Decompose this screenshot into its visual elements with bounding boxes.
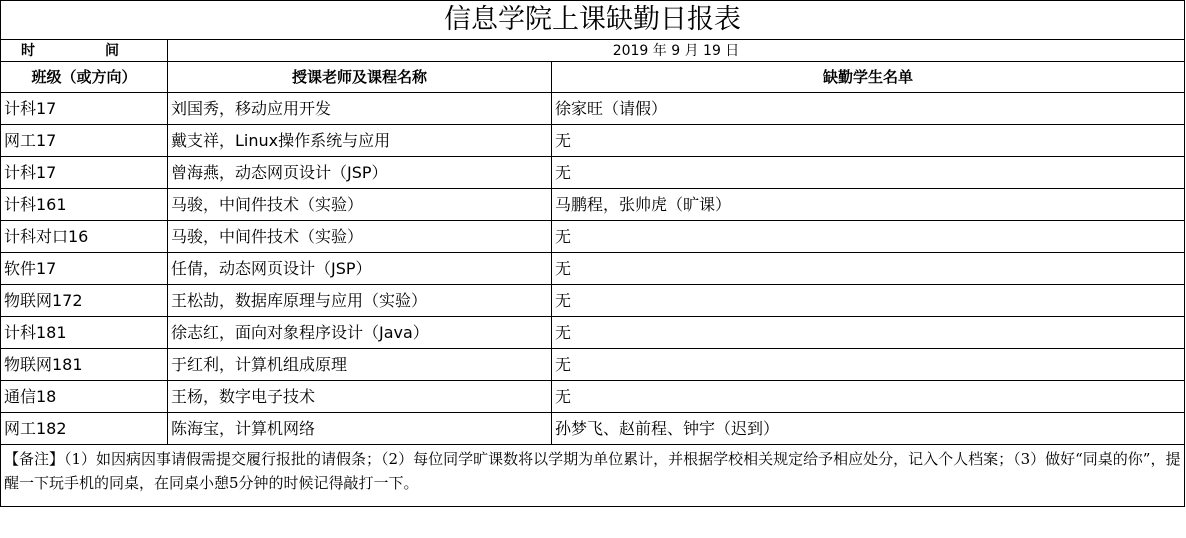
note-row [1,445,1185,507]
cell-teacher-course: 戴支祥，Linux操作系统与应用 [168,125,552,157]
table-row [1,189,1185,221]
cell-class: 网工17 [1,125,168,157]
cell-class: 计科17 [1,157,168,189]
table-row [1,317,1185,349]
cell-teacher-course: 马骏，中间件技术（实验） [168,221,552,253]
cell-class: 计科对口16 [1,221,168,253]
cell-class: 计科161 [1,189,168,221]
cell-class: 软件17 [1,253,168,285]
table-row [1,221,1185,253]
cell-absent: 无 [552,381,1185,413]
cell-absent: 无 [552,253,1185,285]
table-row [1,157,1185,189]
note-text: 【备注】（1）如因病因事请假需提交履行报批的请假条；（2）每位同学旷课数将以学期为单位累计，并根据学校相关规定给予相应处分，记入个人档案；（3）做好“同桌的你”，提醒一下玩手机的同桌，在同桌小憩5分钟的时候记得敲打一下。 [1,445,1185,507]
data-rows [1,93,1185,445]
cell-absent: 无 [552,157,1185,189]
cell-teacher-course: 陈海宝，计算机网络 [168,413,552,445]
header-row [1,62,1185,93]
cell-class: 通信18 [1,381,168,413]
cell-teacher-course: 刘国秀，移动应用开发 [168,93,552,125]
cell-absent: 无 [552,349,1185,381]
header-teacher-course: 授课老师及课程名称 [168,62,552,93]
cell-teacher-course: 王松劼，数据库原理与应用（实验） [168,285,552,317]
time-label: 时 间 [1,40,168,62]
cell-absent: 无 [552,221,1185,253]
cell-absent: 马鹏程，张帅虎（旷课） [552,189,1185,221]
cell-absent: 徐家旺（请假） [552,93,1185,125]
cell-class: 物联网181 [1,349,168,381]
cell-teacher-course: 任倩，动态网页设计（JSP） [168,253,552,285]
cell-teacher-course: 徐志红，面向对象程序设计（Java） [168,317,552,349]
table-row [1,413,1185,445]
cell-class: 物联网172 [1,285,168,317]
cell-absent: 孙梦飞、赵前程、钟宇（迟到） [552,413,1185,445]
table-row [1,253,1185,285]
title-row [1,1,1185,40]
table-row [1,93,1185,125]
table-row [1,349,1185,381]
cell-class: 网工182 [1,413,168,445]
table-row [1,285,1185,317]
cell-absent: 无 [552,285,1185,317]
header-absent: 缺勤学生名单 [552,62,1185,93]
report-title: 信息学院上课缺勤日报表 [1,1,1185,40]
table-row [1,381,1185,413]
cell-class: 计科181 [1,317,168,349]
cell-class: 计科17 [1,93,168,125]
report-date: 2019 年 9 月 19 日 [168,40,1185,62]
cell-teacher-course: 于红利，计算机组成原理 [168,349,552,381]
table-row [1,125,1185,157]
cell-teacher-course: 马骏，中间件技术（实验） [168,189,552,221]
cell-absent: 无 [552,317,1185,349]
cell-teacher-course: 曾海燕，动态网页设计（JSP） [168,157,552,189]
time-row [1,40,1185,62]
cell-teacher-course: 王杨，数字电子技术 [168,381,552,413]
cell-absent: 无 [552,125,1185,157]
header-class: 班级（或方向） [1,62,168,93]
